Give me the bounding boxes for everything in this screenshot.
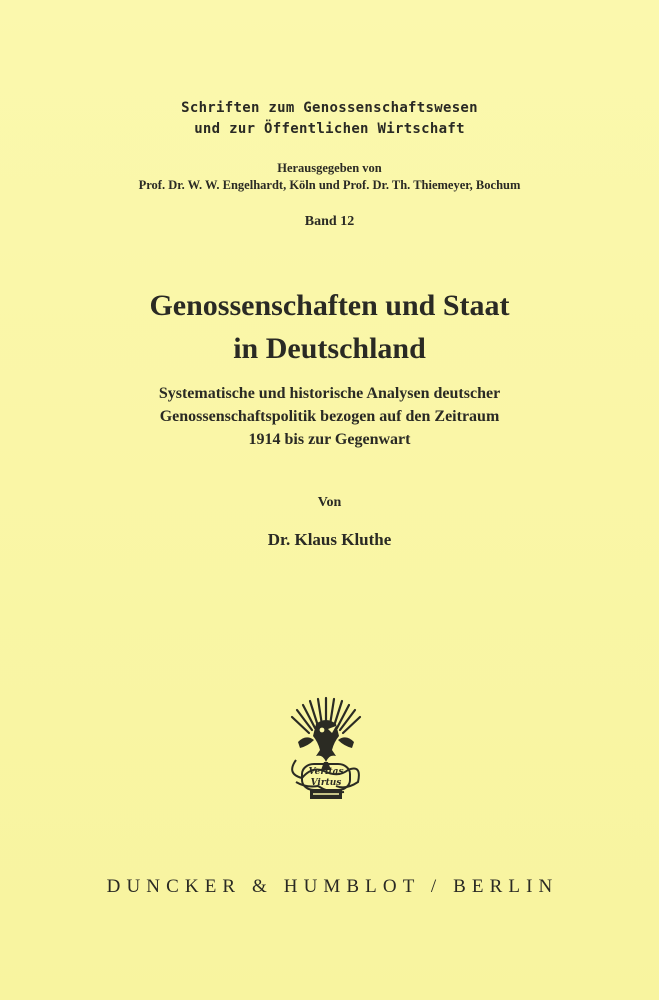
book-title-line-2: in Deutschland: [233, 332, 426, 365]
editors-label: Herausgegeben von: [277, 161, 382, 175]
book-subtitle: [0, 382, 659, 451]
series-title: [0, 98, 659, 140]
series-title-line-1: Schriften zum Genossenschaftswesen: [181, 100, 478, 116]
book-title: [0, 284, 659, 370]
by-label: Von: [317, 495, 342, 510]
eagle-emblem-icon: [278, 690, 374, 802]
volume-number: Band 12: [304, 214, 355, 229]
editors-names: Prof. Dr. W. W. Engelhardt, Köln und Prof. Dr. Th. Thiemeyer, Bochum: [138, 178, 521, 192]
publisher-imprint: DUNCKER & HUMBLOT / BERLIN: [106, 876, 559, 897]
emblem-motto-line-2: Virtus: [310, 778, 342, 788]
book-subtitle-line-3: 1914 bis zur Gegenwart: [248, 431, 411, 448]
book-subtitle-line-1: Systematische und historische Analysen deutscher: [158, 385, 501, 402]
series-title-line-2: und zur Öffentlichen Wirtschaft: [194, 121, 465, 137]
book-title-line-1: Genossenschaften und Staat: [149, 289, 510, 322]
editors-block: [0, 160, 659, 194]
author-name: Dr. Klaus Kluthe: [267, 530, 392, 549]
emblem-motto-line-1: Veritas: [308, 767, 344, 777]
book-subtitle-line-2: Genossenschaftspolitik bezogen auf den Zeitraum: [159, 408, 500, 425]
